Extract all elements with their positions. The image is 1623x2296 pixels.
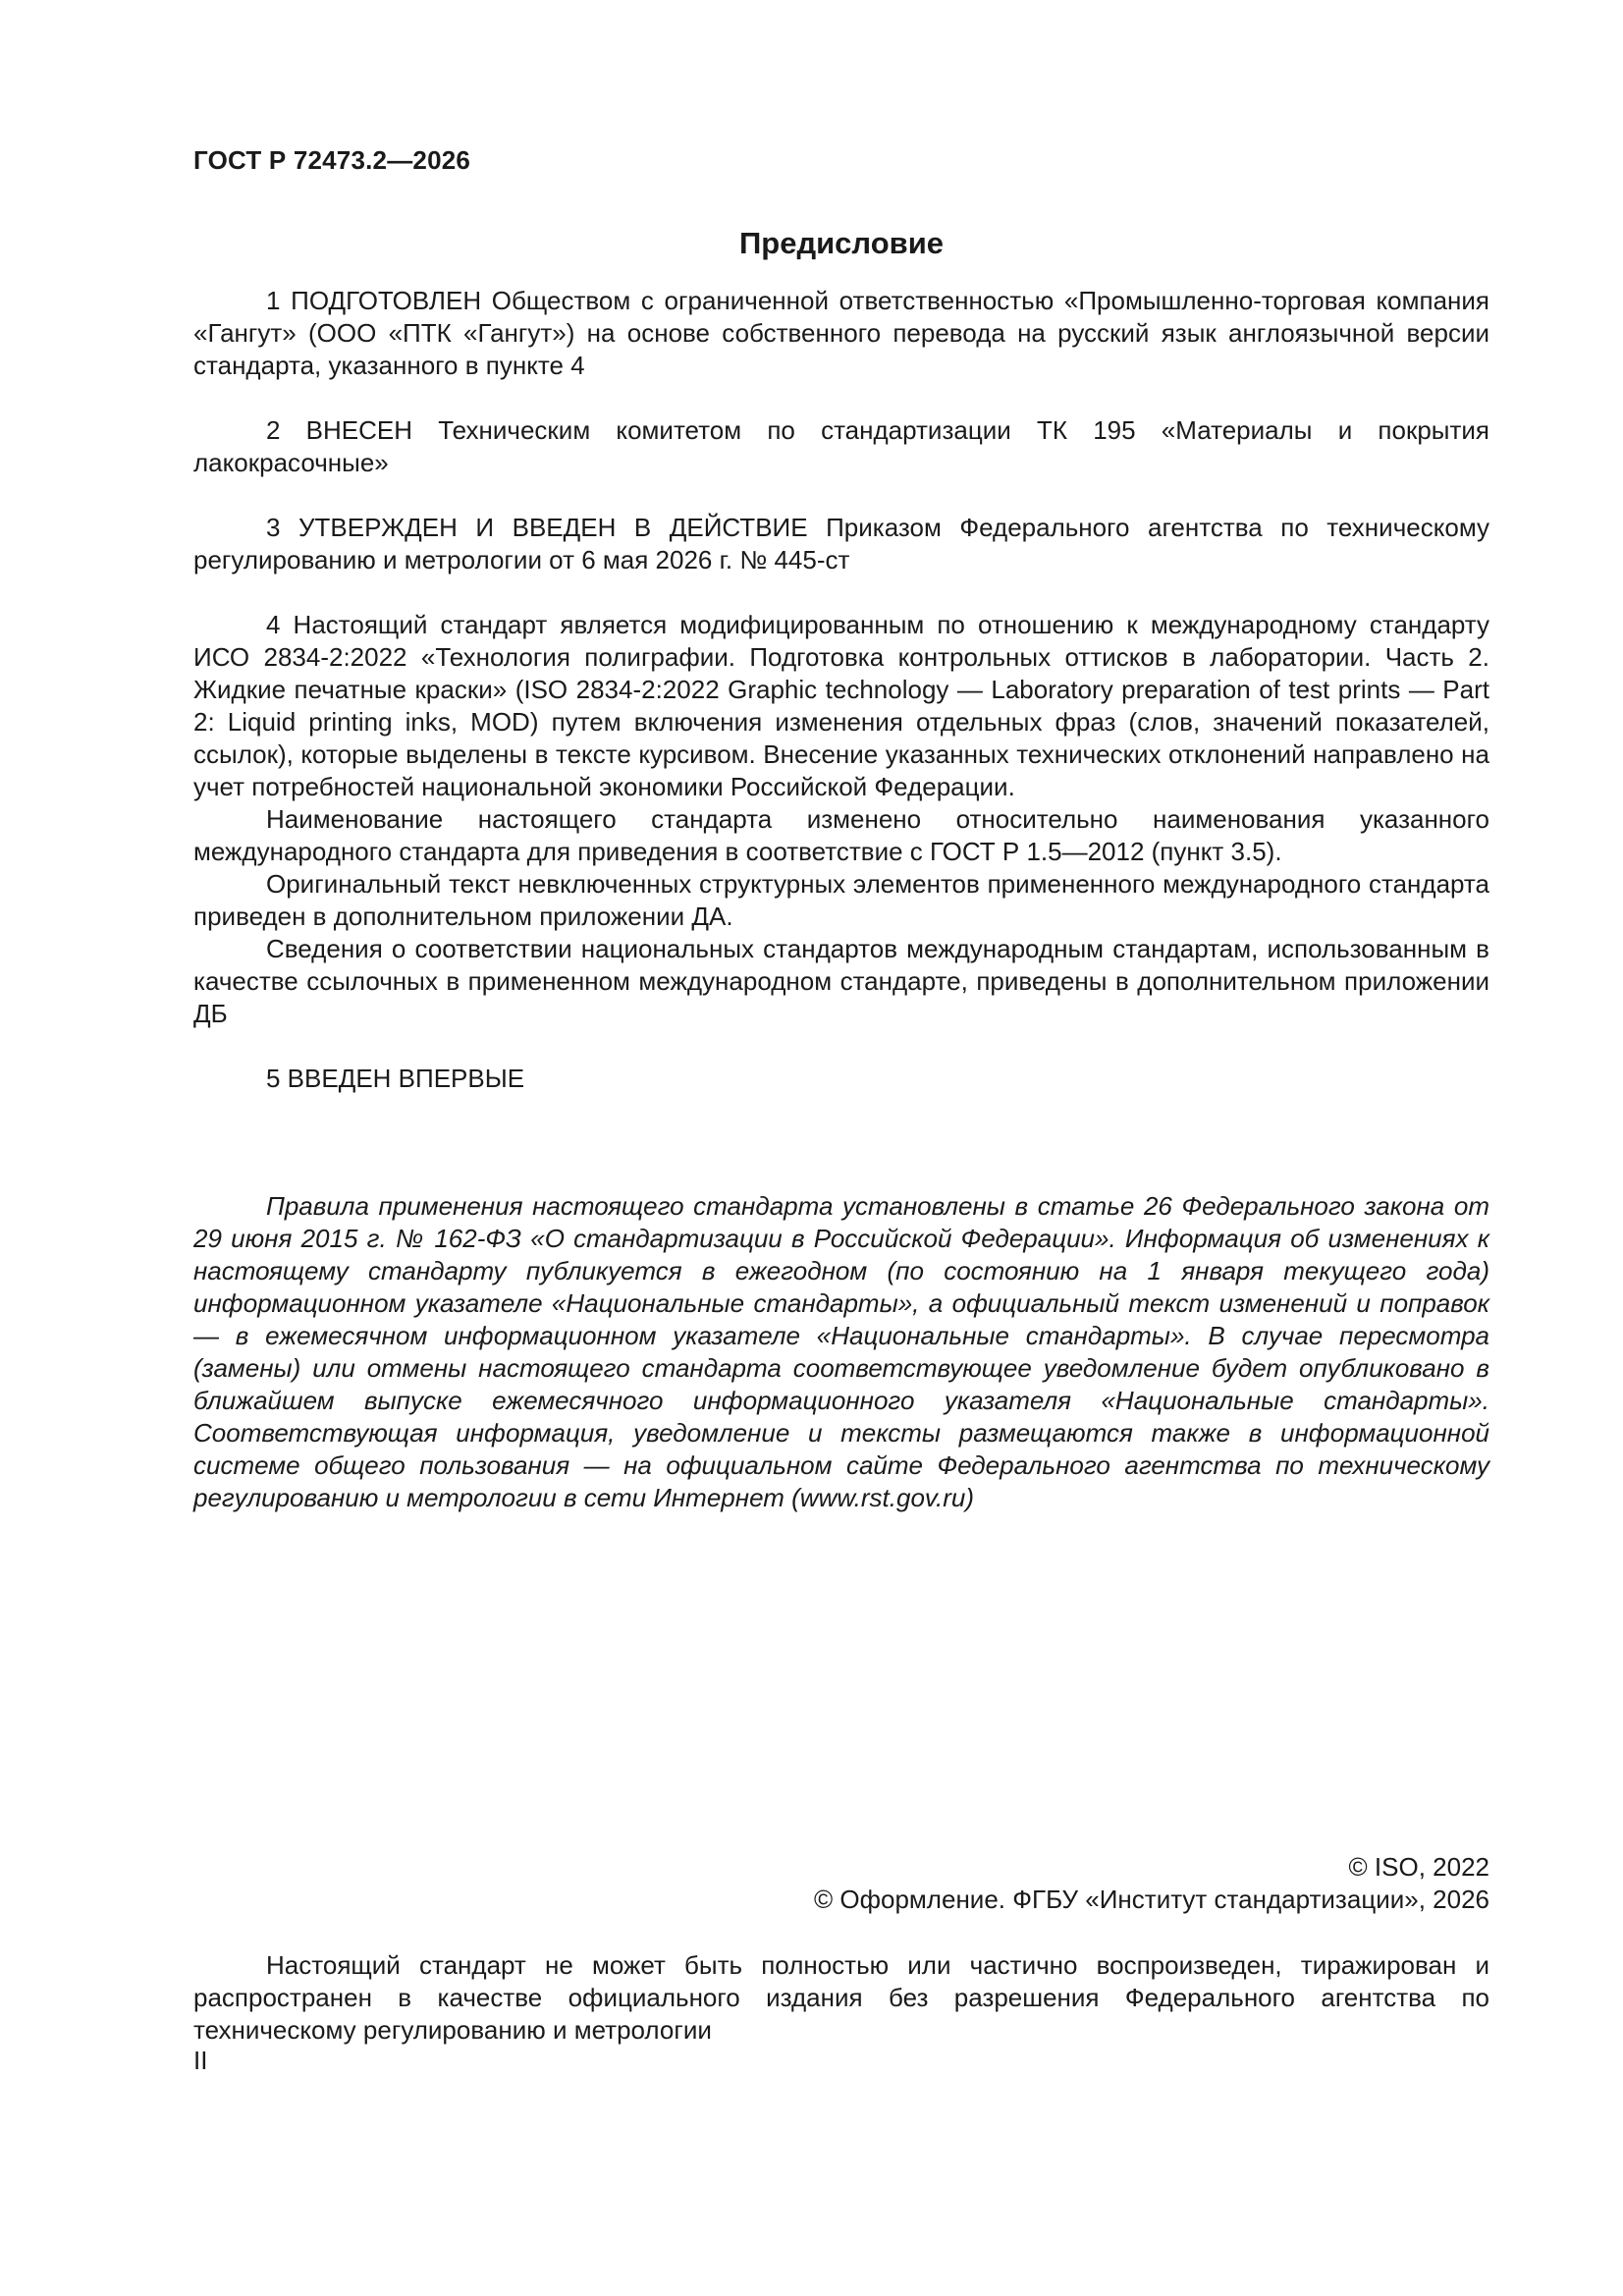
- copyright-design: © Оформление. ФГБУ «Институт стандартизации», 2026: [814, 1885, 1489, 1914]
- reproduction-notice: Настоящий стандарт не может быть полностью или частично воспроизведен, тиражирован и распространен в качестве официального издания без разрешения Федерального агентства по техническому регулированию и метрологии: [193, 1950, 1489, 2045]
- application-rules-notice: Правила применения настоящего стандарта установлены в статье 26 Федерального закона от 29 июня 2015 г. № 162-ФЗ «О стандартизации в Российской Федерации». Информация об изменениях к настоящему стандарту публикуется в ежегодном (по состоянию на 1 января текущего года) информационном указателе «Национальные стандарты», а официальный текст изменений и поправок — в ежемесячном информационном указателе «Национальные стандарты». В случае пересмотра (замены) или отмены настоящего стандарта соответствующее уведомление будет опубликовано в ближайшем выпуске ежемесячного информационного указателя «Национальные стандарты». Соответствующая информация, уведомление и тексты размещаются также в информационной системе общего пользования — на официальном сайте Федерального агентства по техническому регулированию и метрологии в сети Интернет (www.rst.gov.ru): [193, 1191, 1489, 1512]
- paragraph-approved: 3 УТВЕРЖДЕН И ВВЕДЕН В ДЕЙСТВИЕ Приказом Федерального агентства по техническому регулированию и метрологии от 6 мая 2026 г. № 445-ст: [193, 513, 1489, 574]
- paragraph-submitted: 2 ВНЕСЕН Техническим комитетом по стандартизации ТК 195 «Материалы и покрытия лакокрасочные»: [193, 415, 1489, 477]
- paragraph-prepared: 1 ПОДГОТОВЛЕН Обществом с ограниченной ответственностью «Промышленно-торговая компания «Гангут» (ООО «ПТК «Гангут») на основе собственного перевода на русский язык англоязычной версии стандарта, указанного в пункте 4: [193, 286, 1489, 380]
- paragraph-first-introduced: 5 ВВЕДЕН ВПЕРВЫЕ: [266, 1064, 525, 1093]
- copyright-iso: © ISO, 2022: [1348, 1852, 1489, 1882]
- page-number: II: [193, 2046, 208, 2075]
- copyright-block: [814, 1851, 1489, 1916]
- paragraph-references: Сведения о соответствии национальных стандартов международным стандартам, использованным в качестве ссылочных в примененном международном стандарте, приведены в дополнительном приложении ДБ: [193, 934, 1489, 1028]
- document-code: ГОСТ Р 72473.2—2026: [193, 145, 471, 175]
- paragraph-name-changed: Наименование настоящего стандарта изменено относительно наименования указанного международного стандарта для приведения в соответствие с ГОСТ Р 1.5—2012 (пункт 3.5).: [193, 804, 1489, 866]
- paragraph-original-text: Оригинальный текст невключенных структурных элементов примененного международного стандарта приведен в дополнительном приложении ДА.: [193, 869, 1489, 931]
- paragraph-modified: 4 Настоящий стандарт является модифицированным по отношению к международному стандарту ИСО 2834-2:2022 «Технология полиграфии. Подготовка контрольных оттисков в лаборатории. Часть 2. Жидкие печатные краски» (ISO 2834-2:2022 Graphic technology — Laboratory preparation of test prints — Part 2: Liquid printing inks, MOD) путем включения изменения отдельных фраз (слов, значений показателей, ссылок), которые выделены в тексте курсивом. Внесение указанных технических отклонений направлено на учет потребностей национальной экономики Российской Федерации.: [193, 610, 1489, 801]
- foreword-body: [193, 285, 1489, 1095]
- page-title: Предисловие: [738, 226, 944, 260]
